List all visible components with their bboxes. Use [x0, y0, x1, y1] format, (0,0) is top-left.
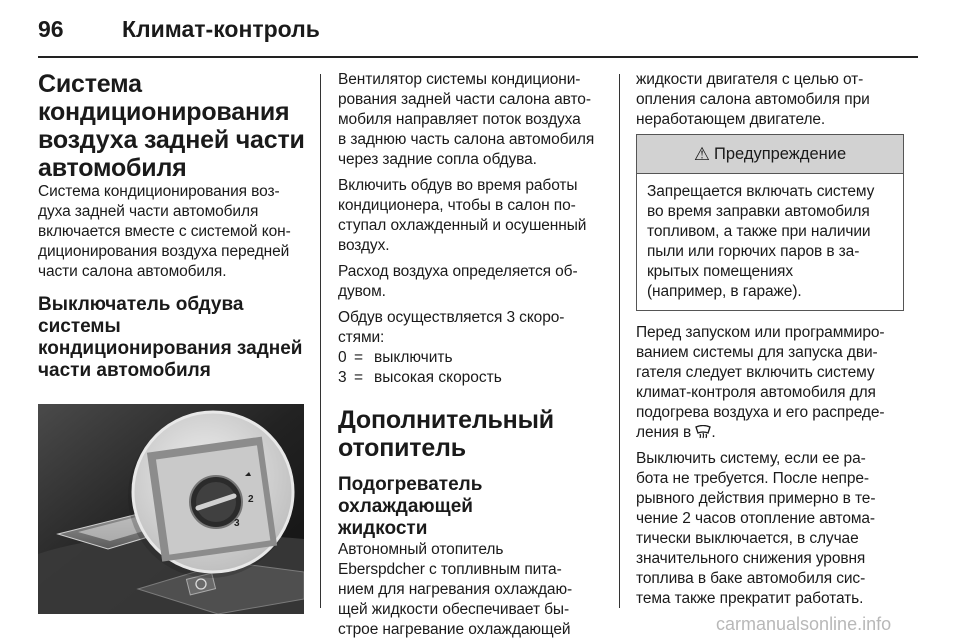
- warning-box: [636, 134, 904, 311]
- warning-title: Предупреждение: [713, 144, 847, 163]
- dial-mark-3: 3: [234, 518, 240, 529]
- watermark: carmanualsonline.info: [716, 614, 892, 634]
- list-item: 3 = высокая скорость: [338, 369, 502, 386]
- rear-ac-heading: Система кондиционирования воздуха задней части автомобиля: [38, 70, 305, 182]
- airflow-paragraph: Расход воздуха определяется об- дувом.: [338, 263, 578, 300]
- fan-description: Вентилятор системы кондициони- рования задней части салона авто- мобиля направляет поток воздуха в заднюю часть салона автомобиля через задние сопла обдува.: [338, 71, 595, 168]
- dial-mark-2: 2: [248, 494, 254, 505]
- page-title: Климат-контроль: [122, 16, 320, 42]
- shutdown-paragraph: Выключить систему, если ее ра- бота не требуется. После непре- рывного действия примерно в те- чение 2 часов отопление автома- тически выключается, в случае значительного снижения уровня топлива в баке автомобиля сис- тема также прекратит работать.: [636, 450, 876, 607]
- startup-paragraph: Перед запуском или программиро- ванием системы для запуска дви- гателя следует включить систему климат-контроля автомобиля для подогрева воздуха и его распреде- ления в .: [636, 324, 885, 441]
- fan-switch-heading: Выключатель обдува системы кондиционирования задней части автомобиля: [38, 294, 303, 381]
- column-1: [38, 70, 306, 619]
- fan-switch-illustration: [38, 404, 304, 614]
- column-divider-2: [619, 74, 620, 608]
- column-2: [338, 70, 604, 640]
- heater-continuation: жидкости двигателя с целью от- опления салона автомобиля при неработающем двигателе.: [636, 71, 870, 128]
- rear-ac-intro: Система кондиционирования воз- духа задней части автомобиля включается вместе с системой кон- диционирования воздуха передней части салона автомобиля.: [38, 183, 291, 280]
- warning-text: Запрещается включать систему во время заправки автомобиля топливом, а также при наличии пыли или горючих паров в за- крытых помещениях (например, в гараже).: [647, 183, 875, 300]
- speed-list: [338, 348, 604, 388]
- column-3: [636, 70, 904, 609]
- speeds-paragraph: Обдув осуществляется 3 скоро- стями:: [338, 309, 565, 346]
- coolant-heater-paragraph: Автономный отопитель Eberspdcher с топливным пита- нием для нагревания охлаждаю- щей жидкости обеспечивает бы- строе нагревание охлаждающей: [338, 541, 573, 638]
- fan-usage-paragraph: Включить обдув во время работы кондиционера, чтобы в салон по- ступал охлажденный и осушенный воздух.: [338, 177, 587, 254]
- warning-header: [637, 135, 903, 174]
- column-divider-1: [320, 74, 321, 608]
- aux-heater-heading: Дополнительный отопитель: [338, 406, 554, 462]
- page-header: [38, 12, 922, 56]
- page-number: 96: [38, 16, 64, 42]
- warning-triangle-icon: ⚠: [693, 143, 710, 164]
- header-rule: [38, 56, 918, 58]
- coolant-heater-heading: Подогреватель охлаждающей жидкости: [338, 474, 483, 539]
- list-item: 0 = выключить: [338, 349, 453, 366]
- windshield-defrost-icon: [695, 425, 711, 439]
